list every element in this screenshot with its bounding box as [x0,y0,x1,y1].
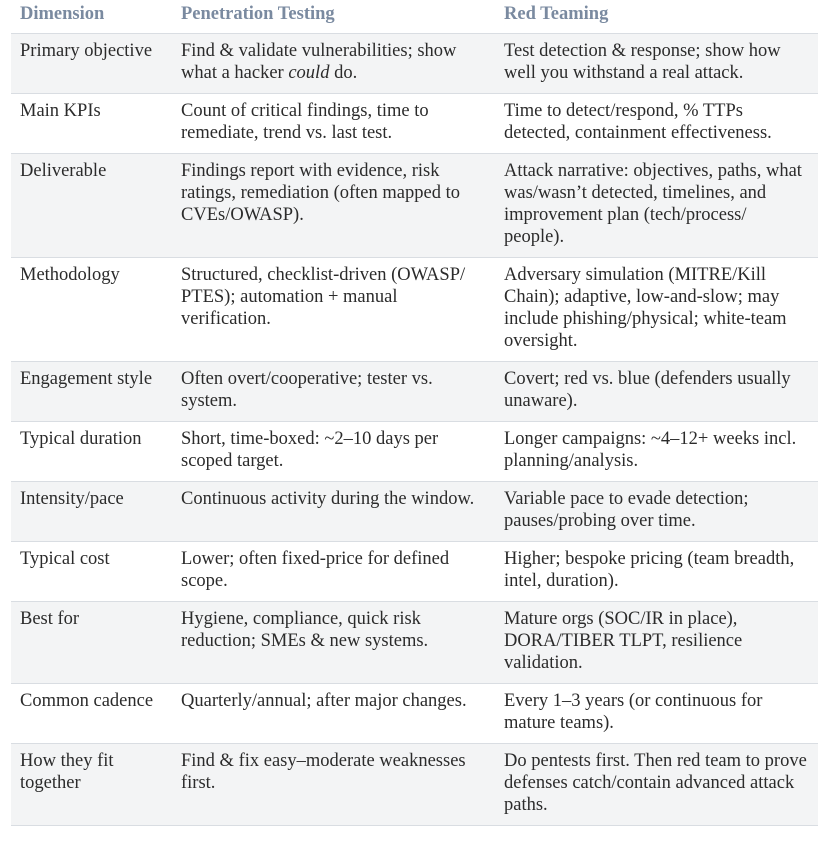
table-row [11,34,818,94]
header-red-teaming: Red Teaming [504,4,609,24]
table-row [11,482,818,542]
redteam-cell: Higher; bespoke pricing (team breadth, intel, duration). [495,542,818,602]
table-row [11,362,818,422]
pentest-cell: Find & fix easy–moderate weaknesses first. [172,744,495,826]
pentest-cell: Hygiene, compliance, quick risk reduction; SMEs & new systems. [172,602,495,684]
redteam-cell: Variable pace to evade detection; pauses/probing over time. [495,482,818,542]
pentest-cell: Often overt/cooperative; tester vs. system. [172,362,495,422]
table-row [11,684,818,744]
redteam-cell: Longer campaigns: ~4–12+ weeks incl. planning/analysis. [495,422,818,482]
redteam-cell: Mature orgs (SOC/IR in place), DORA/TIBER TLPT, resilience validation. [495,602,818,684]
redteam-cell: Do pentests first. Then red team to prove defenses catch/contain advanced attack paths. [495,744,818,826]
redteam-cell: Adversary simulation (MITRE/Kill Chain); adaptive, low-and-slow; may include phishing/physical; white-team oversight. [495,258,818,362]
dimension-cell: How they fit together [11,744,172,826]
pentest-cell: Lower; often fixed-price for defined scope. [172,542,495,602]
dimension-cell: Engagement style [11,362,172,422]
header-dimension: Dimension [20,4,105,24]
dimension-cell: Common cadence [11,684,172,744]
pentest-cell: Quarterly/annual; after major changes. [172,684,495,744]
dimension-cell: Methodology [11,258,172,362]
pentest-text: Find & validate vulnerabilities; show what a hacker [181,41,457,83]
pentest-cell: Short, time-boxed: ~2–10 days per scoped target. [172,422,495,482]
dimension-cell: Main KPIs [11,94,172,154]
table-row [11,94,818,154]
redteam-cell: Covert; red vs. blue (defenders usually unaware). [495,362,818,422]
table-row [11,258,818,362]
pentest-cell [172,34,495,94]
redteam-cell: Time to detect/respond, % TTPs detected, containment effectiveness. [495,94,818,154]
table-row [11,542,818,602]
dimension-cell: Deliverable [11,154,172,258]
redteam-cell: Test detection & response; show how well you withstand a real attack. [495,34,818,94]
redteam-cell: Every 1–3 years (or continuous for mature teams). [495,684,818,744]
pentest-cell: Continuous activity during the window. [172,482,495,542]
table-row [11,422,818,482]
pentest-text-end: do. [329,63,358,83]
pentest-cell: Count of critical findings, time to remediate, trend vs. last test. [172,94,495,154]
pentest-cell: Findings report with evidence, risk ratings, remediation (often mapped to CVEs/OWASP). [172,154,495,258]
table-row [11,744,818,826]
redteam-cell: Attack narrative: objectives, paths, what was/wasn’t detected, timelines, and improvement plan (tech/process/ people). [495,154,818,258]
table-row [11,154,818,258]
table-row [11,602,818,684]
header-penetration-testing: Penetration Testing [181,4,335,24]
dimension-cell: Primary objective [11,34,172,94]
dimension-cell: Best for [11,602,172,684]
dimension-cell: Typical duration [11,422,172,482]
header-row [11,0,818,34]
comparison-table [11,0,818,826]
pentest-cell: Structured, checklist-driven (OWASP/ PTES); automation + manual verification. [172,258,495,362]
pentest-emphasis: could [288,63,330,83]
dimension-cell: Intensity/pace [11,482,172,542]
dimension-cell: Typical cost [11,542,172,602]
